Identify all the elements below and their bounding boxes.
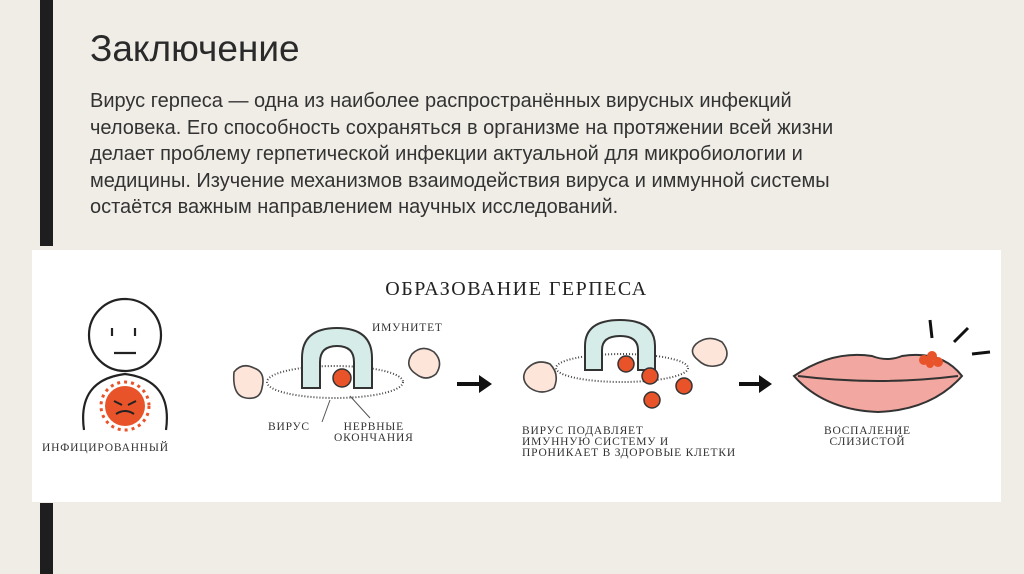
inflamed-lips-illustration bbox=[794, 320, 990, 412]
label-virus-suppresses bbox=[522, 426, 736, 459]
label-nerve-endings bbox=[334, 422, 414, 444]
label-line: ОКОНЧАНИЯ bbox=[334, 432, 414, 444]
body-line: медицины. Изучение механизмов взаимодействия вируса и иммунной системы bbox=[90, 169, 830, 192]
label-line: ВОСПАЛЕНИЕ bbox=[824, 425, 911, 437]
body-line: Вирус герпеса — одна из наиболее распространённых вирусных инфекций bbox=[90, 90, 792, 112]
label-infected: ИНФИЦИРОВАННЫЙ bbox=[42, 442, 169, 454]
slide-body bbox=[90, 88, 990, 221]
label-inflammation bbox=[824, 426, 911, 448]
body-line: остаётся важным направлением научных исследований. bbox=[90, 196, 619, 218]
body-line: делает проблему герпетической инфекции актуальной для микробиологии и bbox=[90, 143, 803, 165]
body-line: человека. Его способность сохраняться в организме на протяжении всей жизни bbox=[90, 116, 834, 139]
label-immunity: ИМУНИТЕТ bbox=[372, 322, 443, 334]
label-line: ВИРУС ПОДАВЛЯЕТ bbox=[522, 425, 644, 437]
label-line: СЛИЗИСТОЙ bbox=[829, 436, 906, 448]
virus-icon bbox=[101, 382, 149, 430]
label-line: НЕРВНЫЕ bbox=[343, 421, 404, 433]
accent-bar-top bbox=[40, 0, 53, 246]
label-line: ИМУННУЮ СИСТЕМУ И bbox=[522, 436, 669, 448]
label-virus: ВИРУС bbox=[268, 421, 310, 433]
herpes-formation-figure bbox=[32, 250, 1001, 502]
nerve-ring-illustration bbox=[267, 328, 403, 422]
arrow-right-icon bbox=[457, 375, 492, 393]
slide-title: Заключение bbox=[90, 28, 300, 69]
figure-title: ОБРАЗОВАНИЕ ГЕРПЕСА bbox=[385, 278, 648, 300]
accent-bar-bottom bbox=[40, 503, 53, 574]
arrow-right-icon bbox=[739, 375, 772, 393]
label-line: ПРОНИКАЕТ В ЗДОРОВЫЕ КЛЕТКИ bbox=[522, 447, 736, 459]
virus-spread-illustration bbox=[524, 320, 727, 408]
